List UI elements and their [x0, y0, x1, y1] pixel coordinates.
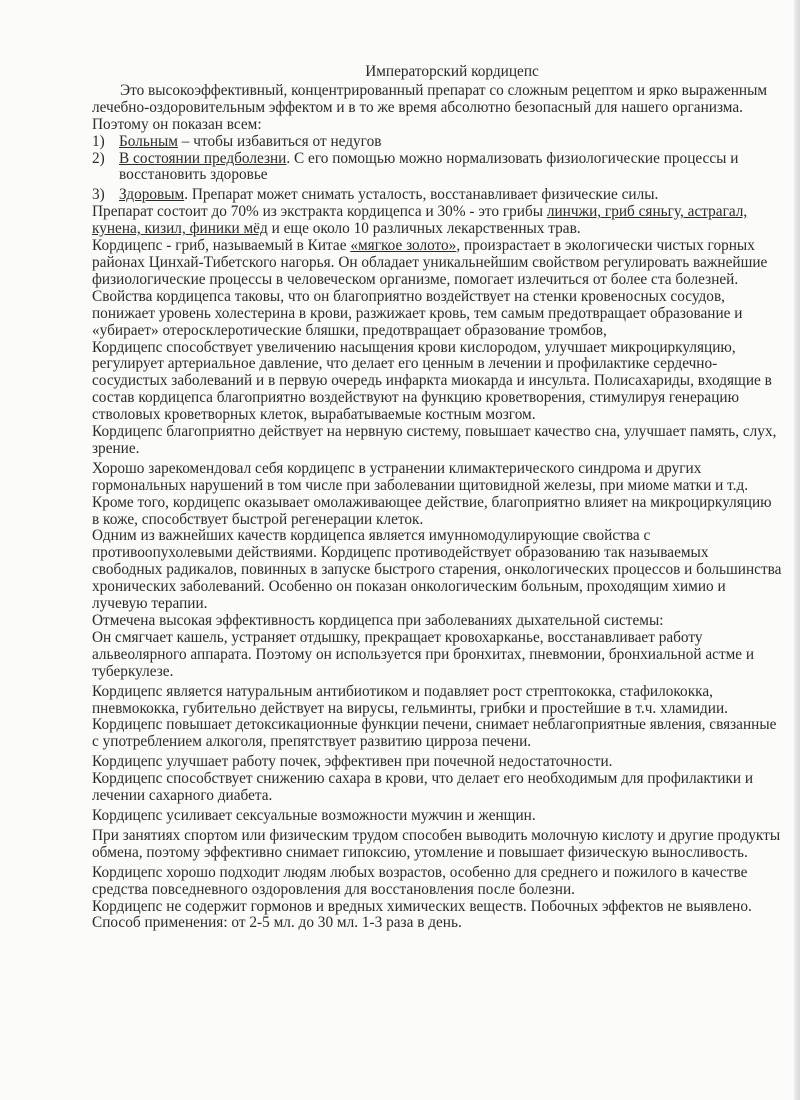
- list-text: . Препарат может снимать усталость, восстанавливает физические силы.: [184, 186, 659, 204]
- respiratory-paragraph: Он смягчает кашель, устраняет отдышку, прекращает кровохарканье, восстанавливает работу альвеолярного аппарата. Поэтому он используется при бронхитах, пневмонии, бронхиальной астме и туберкулезе.: [92, 628, 755, 680]
- composition-prefix: Препарат состоит до 70% из экстракта кордицепса и 30% - это грибы: [92, 203, 547, 221]
- composition-paragraph: [92, 204, 782, 238]
- list-item: [92, 187, 782, 204]
- antibiotic-paragraph: Кордицепс является натуральным антибиотиком и подавляет рост стрептококка, стафилококка, пневмококка, губительно действует на вирусы, гельминты, грибки и простейшие в т.ч. хламидии.: [92, 682, 728, 717]
- golden-term: «мягкое золото»: [350, 237, 457, 255]
- rejuvenation-paragraph: Кроме того, кордицепс оказывает омолаживающее действие, благоприятно влияет на микроциркуляцию в коже, способствует быстрой регенерации клеток.: [92, 493, 772, 528]
- immune-paragraph: Одним из важнейших качеств кордицепса является имунномодулирующие свойства с противоопухолевыми действиями. Кордицепс противодействует образованию так называемых свободных радикалов, повинных в запуске быстрого старения, онкологических процессов и большинства хронических заболеваний. Особенно он показан онкологическим больным, проходящим химио и лучевую терапии.: [92, 527, 782, 613]
- document-title: Императорский кордицепс: [365, 63, 539, 80]
- composition-herbs: линчжи, гриб сяньгу, астрагал, кунена, кизил, финики мёд: [92, 203, 748, 238]
- usage-line: Способ применения: от 2-5 мл. до 30 мл. 1-3 раза в день.: [92, 914, 462, 932]
- list-term: В состоянии предболезни: [119, 149, 287, 167]
- respiratory-heading: Отмечена высокая эффективность кордицепса при заболеваниях дыхательной системы:: [92, 612, 664, 629]
- golden-prefix: Кордицепс - гриб, называемый в Китае: [92, 237, 351, 255]
- list-number: 3): [92, 186, 105, 204]
- shown-to-line: Поэтому он показан всем:: [92, 115, 262, 133]
- list-item: [92, 151, 782, 185]
- intro-paragraph: Это высокоэффективный, концентрированный препарат со сложным рецептом и ярко выраженным лечебно-оздоровительным эффектом и в то же время абсолютно безопасный для нашего организма.: [92, 81, 768, 116]
- list-text: – чтобы избавиться от недугов: [177, 132, 382, 150]
- ages-paragraph: Кордицепс хорошо подходит людям любых возрастов, особенно для среднего и пожилого в качестве средства повседневного оздоровления для восстановления после болезни.: [92, 863, 748, 898]
- nervous-system-paragraph: Кордицепс благоприятно действует на нервную систему, повышает качество сна, улучшает память, слух, зрение.: [92, 423, 777, 457]
- hormonal-paragraph: Хорошо зарекомендовал себя кордицепс в устранении климактерического синдрома и других гормональных нарушений в том числе при заболевании щитовидной железы, при миоме матки и т.д.: [92, 459, 749, 494]
- list-term: Больным: [119, 132, 178, 150]
- sport-paragraph: При занятиях спортом или физическим трудом способен выводить молочную кислоту и другие продукты обмена, поэтому эффективно снимает гипоксию, утомление и повышает физическую выносливость.: [92, 826, 781, 861]
- golden-paragraph: [92, 238, 782, 339]
- kidney-paragraph: Кордицепс улучшает работу почек, эффективен при почечной недостаточности.: [92, 753, 613, 771]
- document-body: [92, 64, 782, 932]
- list-number: 1): [92, 132, 105, 150]
- list-number: 2): [92, 149, 105, 167]
- page-edge-shadow: [794, 0, 800, 1100]
- list-text: . С его помощью можно нормализовать физиологические процессы и восстановить здоровье: [119, 149, 739, 184]
- sexual-function-paragraph: Кордицепс усиливает сексуальные возможности мужчин и женщин.: [92, 806, 536, 824]
- no-side-effects-paragraph: Кордицепс не содержит гормонов и вредных химических веществ. Побочных эффектов не выявлено.: [92, 897, 752, 915]
- liver-paragraph: Кордицепс повышает детоксикационные функции печени, снимает неблагоприятные явления, связанные с употреблением алкоголя, препятствует развитию цирроза печени.: [92, 716, 777, 751]
- list-item: [92, 134, 782, 151]
- list-term: Здоровым: [119, 186, 185, 204]
- oxygen-paragraph: Кордицепс способствует увеличению насыщения крови кислородом, улучшает микроциркуляцию, регулирует артериальное давление, что делает его ценным в лечении и профилактике сердечно-сосудистых заболеваний и в первую очередь инфаркта миокарда и инсульта. Полисахариды, входящие в состав кордицепса благоприятно воздействуют на функцию кроветворения, стимулируя генерацию стволовых кроветворных клеток, вырабатываемые костным мозгом.: [92, 338, 772, 424]
- golden-suffix: , произрастает в экологически чистых горных районах Цинхай-Тибетского нагорья. Он обладает уникальнейшим свойством регулировать важнейшие физиологические процессы в человеческом организме, помогает излечиться от более ста болезней. Свойства кордицепса таковы, что он благоприятно воздействует на стенки кровеносных сосудов, понижает уровень холестерина в крови, разжижает кровь, тем самым предотвращает образование и «убирает» отеросклеротические бляшки, предотвращает образование тромбов,: [92, 237, 768, 339]
- composition-suffix: и еще около 10 различных лекарственных трав.: [267, 220, 581, 238]
- diabetes-paragraph: Кордицепс способствует снижению сахара в крови, что делает его необходимым для профилактики и лечении сахарного диабета.: [92, 770, 754, 805]
